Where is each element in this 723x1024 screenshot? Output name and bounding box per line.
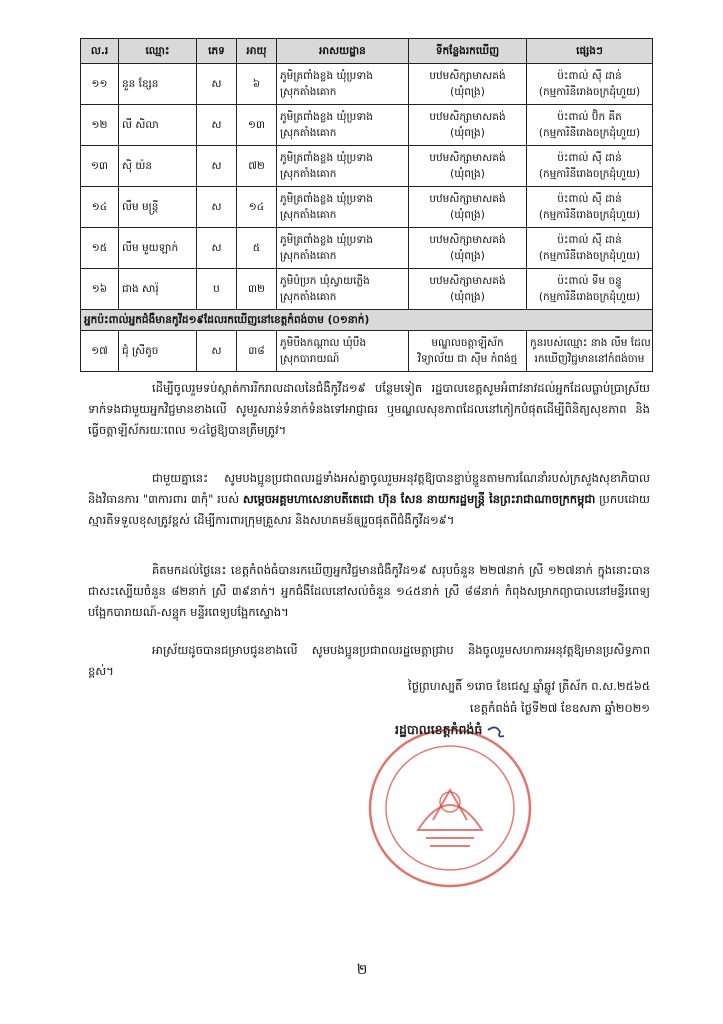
- official-seal: [338, 720, 563, 890]
- table-row: [81, 228, 653, 269]
- cell-note: ប៉ះពាល់ ស៊ឺ ដាន់ (កម្មការិនីរោងចក្រដុំហួយ): [527, 146, 653, 187]
- cell-address: ភូមិបំប្រក ឃុំស្វាយភ្លើង ស្រុកតាំងគោក: [277, 269, 409, 310]
- text-span: ប្រកបដោយស្មារតីទទួលខុសត្រូវខ្ពស់ ដើម្បីការពារក្រុមគ្រួសារ និងសហគមន៍ឲ្យរួចផុតពីជំងឺកូវីដ១៩។: [88, 492, 650, 527]
- cell-age: ១៣: [237, 105, 277, 146]
- cell-age: ៦: [237, 64, 277, 105]
- cell-address: ភូមិត្រពាំងខ្លង ឃុំប្រទាង ស្រុកតាំងគោក: [277, 105, 409, 146]
- cell-age: ៥: [237, 228, 277, 269]
- cell-sex: ស: [197, 146, 237, 187]
- cell-note: ប៉ះពាល់ ស៊ឺ ដាន់ (កម្មការិនីរោងចក្រដុំហួយ): [527, 64, 653, 105]
- cell-note: ប៉ះពាល់ ស៊ឺ ដាន់ (កម្មការិនីរោងចក្រដុំហួយ): [527, 187, 653, 228]
- cell-address: ភូមិបឹងកណ្តាល ឃុំបឹង ស្រុកបារាយណ៍: [277, 331, 409, 372]
- table-row: [81, 187, 653, 228]
- pm-name: សម្តេចអគ្គមហាសេនាបតីតេជោ ហ៊ុន សែន នាយករដ្ឋមន្ត្រី នៃព្រះរាជាណាចក្រកម្ពុជា: [242, 492, 596, 506]
- cell-place: បឋមសិក្សាមាសគង់ (ឃុំពង្រ): [409, 64, 527, 105]
- paragraph-appeal: ដើម្បីចូលរួមទប់ស្កាត់ការរីករាលដាលនៃជំងឺកូវីដ១៩ បន្ថែមទៀត រដ្ឋបាលខេត្តសូមអំពាវនាវដល់អ្នកដែលធ្លាប់ប្រាស្រ័យទាក់ទងជាមួយអ្នកវិជ្ជមានខាងលើ សូមរួសរាន់ទំនាក់ទំនងទៅអាជ្ញាធរ ឬមណ្ឌលសុខភាពដែលនៅកៀកបំផុតដើម្បីពិនិត្យសុខភាព និងធ្វើចត្តាឡីស័ករយៈពេល ១៤ថ្ងៃឱ្យបានត្រឹមត្រូវ។: [88, 381, 650, 437]
- cell-sex: ស: [197, 228, 237, 269]
- paragraph-instructions: [88, 468, 650, 531]
- cell-name: នួន ខ្សែន: [119, 64, 197, 105]
- cell-note: ប៉ះពាល់ ទីម ចន្ទូ (កម្មការិនីរោងចក្រដុំហួយ): [527, 269, 653, 310]
- table-row: [81, 64, 653, 105]
- cell-address: ភូមិត្រពាំងខ្លង ឃុំប្រទាង ស្រុកតាំងគោក: [277, 146, 409, 187]
- cell-no: ១៧: [81, 331, 119, 372]
- table-row: [81, 105, 653, 146]
- col-name: ឈ្មោះ: [119, 39, 197, 64]
- cell-no: ១១: [81, 64, 119, 105]
- table-section-row: [81, 310, 653, 331]
- cell-sex: ស: [197, 105, 237, 146]
- cell-address: ភូមិត្រពាំងខ្លង ឃុំប្រទាង ស្រុកតាំងគោក: [277, 64, 409, 105]
- cell-name: ជាង សារ៉ុ: [119, 269, 197, 310]
- col-place: ទីកន្លែងរកឃើញ: [409, 39, 527, 64]
- cell-age: ៣២: [237, 269, 277, 310]
- cell-place: មណ្ឌលចត្តាឡីស័ក វិទ្យាល័យ ជា ស៊ីម កំពង់ថ្ម: [409, 331, 527, 372]
- cell-place: បឋមសិក្សាមាសគង់ (ឃុំពង្រ): [409, 146, 527, 187]
- table-row: [81, 269, 653, 310]
- solar-date: ខេត្តកំពង់ធំ ថ្ងៃទី២៧ ខែឧសភា ឆ្នាំ២០២១: [469, 701, 650, 715]
- cell-name: ជុំ ស្រីតូច: [119, 331, 197, 372]
- table-row: [81, 146, 653, 187]
- table-row: [81, 331, 653, 372]
- paragraph-statistics: គិតមកដល់ថ្ងៃនេះ ខេត្តកំពង់ធំបានរកឃើញអ្នកវិជ្ជមានជំងឺកូវីដ១៩ សរុបចំនួន ២២៧នាក់ ស្រី ១២៧នាក់ ក្នុងនោះបានជាសះស្បើយចំនួន ៨២នាក់ ស្រី ៣៩នាក់។ អ្នកជំងឺដែលនៅសល់ចំនួន ១៤៥នាក់ ស្រី ៨៨នាក់ កំពុងសម្រាកព្យាបាលនៅមន្ទីរពេទ្យបង្អែកបារាយណ៍-សន្ទុក មន្ទីរពេទ្យបង្អែកស្ទោង។: [88, 563, 650, 619]
- cases-table: [80, 38, 653, 372]
- cell-note: ប៉ះពាល់ ស៊ឺ ដាន់ (កម្មការិនីរោងចក្រដុំហួយ): [527, 228, 653, 269]
- cell-address: ភូមិត្រពាំងខ្លង ឃុំប្រទាង ស្រុកតាំងគោក: [277, 187, 409, 228]
- cell-sex: ស: [197, 64, 237, 105]
- col-age: អាយុ: [237, 39, 277, 64]
- cell-no: ១៦: [81, 269, 119, 310]
- cell-place: បឋមសិក្សាមាសគង់ (ឃុំពង្រ): [409, 228, 527, 269]
- cell-name: ស៊ិ យ៉ន: [119, 146, 197, 187]
- cell-sex: ប: [197, 269, 237, 310]
- cell-name: លឹម មួយឡាក់: [119, 228, 197, 269]
- text-span: ជាមួយគ្នានេះ សូមបងប្អូនប្រជាពលរដ្ឋទាំងអស់គ្នាចូលរួមអនុវត្តឱ្យបានខ្ជាប់ខ្ជួនតាមការណែនាំរបស់ក្រសួងសុខាភិបាល និងវិធានការ "៣ការពារ ៣កុំ" របស់: [88, 471, 650, 506]
- cell-name: លឹម មន្ត្រី: [119, 187, 197, 228]
- lunar-date: ថ្ងៃព្រហស្បតិ៍ ១រោច ខែជេស្ឋ ឆ្នាំឆ្លូវ ត្រីស័ក ព.ស.២៥៦៥: [408, 679, 650, 693]
- cell-age: ៧២: [237, 146, 277, 187]
- col-address: អាសយដ្ឋាន: [277, 39, 409, 64]
- cell-sex: ស: [197, 331, 237, 372]
- col-note: ផ្សេងៗ: [527, 39, 653, 64]
- cell-sex: ស: [197, 187, 237, 228]
- cell-address: ភូមិត្រពាំងខ្លង ឃុំប្រទាង ស្រុកតាំងគោក: [277, 228, 409, 269]
- cell-name: លី សិលា: [119, 105, 197, 146]
- table-header-row: [81, 39, 653, 64]
- issuing-authority: រដ្ឋបាលខេត្តកំពង់ធំ: [395, 722, 483, 737]
- cell-no: ១៣: [81, 146, 119, 187]
- cell-place: បឋមសិក្សាមាសគង់ (ឃុំពង្រ): [409, 269, 527, 310]
- cell-note: ប៉ះពាល់ ប៊ិក គីត (កម្មការិនីរោងចក្រដុំហួយ): [527, 105, 653, 146]
- cell-no: ១៤: [81, 187, 119, 228]
- cell-age: ៣៨: [237, 331, 277, 372]
- page-number: ២: [356, 962, 368, 978]
- cell-no: ១២: [81, 105, 119, 146]
- paragraph-closing: អាស្រ័យដូចបានជម្រាបជូនខាងលើ សូមបងប្អូនប្រជាពលរដ្ឋមេត្តាជ្រាប និងចូលរួមសហការអនុវត្តឱ្យមានប្រសិទ្ធភាពខ្ពស់។: [88, 643, 650, 678]
- cell-note: កូនរបស់ឈ្មោះ នាង លឹម ដែល រកឃើញវិជ្ជមាននៅកំពង់ចាម: [527, 331, 653, 372]
- cell-place: បឋមសិក្សាមាសគង់ (ឃុំពង្រ): [409, 105, 527, 146]
- cell-age: ១៤: [237, 187, 277, 228]
- col-no: ល.រ: [81, 39, 119, 64]
- section-title: អ្នកប៉ះពាល់អ្នកជំងឺមានកូវីដ១៩ដែលរកឃើញនៅខេត្តកំពង់ចាម (០១នាក់): [81, 310, 653, 331]
- col-sex: ភេទ: [197, 39, 237, 64]
- cell-no: ១៥: [81, 228, 119, 269]
- cell-place: បឋមសិក្សាមាសគង់ (ឃុំពង្រ): [409, 187, 527, 228]
